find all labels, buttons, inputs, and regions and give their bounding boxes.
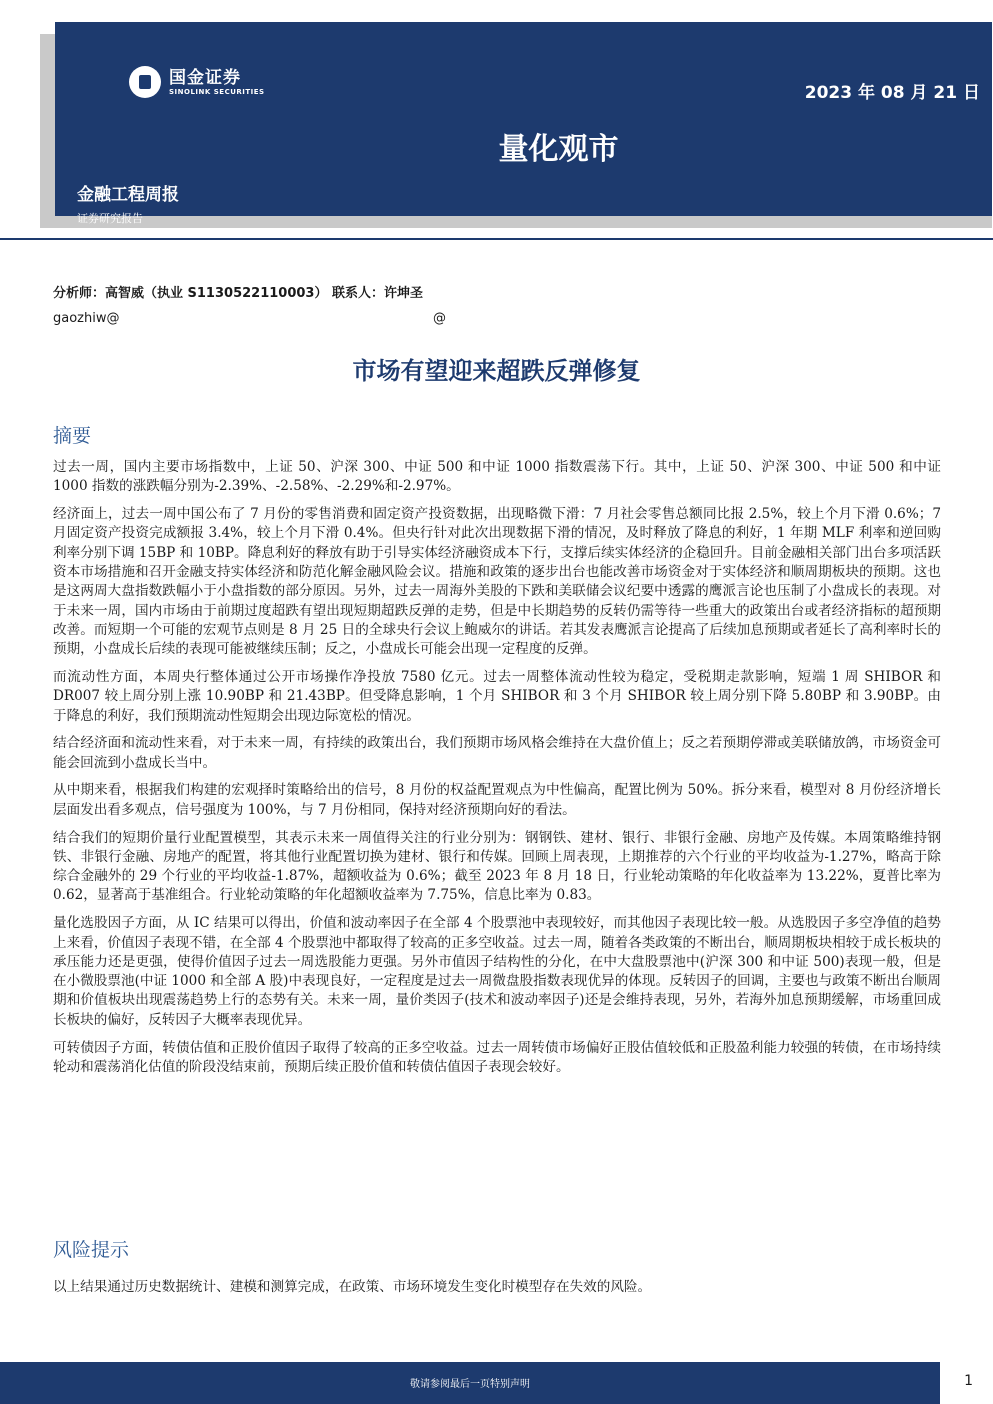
report-type: 证券研究报告 [77,212,143,225]
header-divider [0,238,993,240]
header-band [55,22,992,225]
summary-paragraph: 结合我们的短期价量行业配置模型，其表示未来一周值得关注的行业分别为：钢钢铁、建材、银行、非银行金融、房地产及传媒。本周策略维持钢铁、非银行金融、房地产的配置，将其他行业配置切换为建材、银行和传媒。回顾上周表现，上期推荐的六个行业的平均收益为-1.27%，略高于除综合金融外的 29 个行业的平均收益-1.87%，超额收益为 0.6%；截至 2023 年 8 月 18 日，行业轮动策略的年化收益率为 13.22%，夏普比率为 0.62，显著高于基准组合。行业轮动策略的年化超额收益率为 7.75%，信息比率为 0.83。 [53,829,941,904]
summary-section-title: 摘要 [53,425,92,447]
risk-paragraph: 以上结果通过历史数据统计、建模和测算完成，在政策、市场环境发生变化时模型存在失效的风险。 [53,1279,652,1295]
risk-section-title: 风险提示 [53,1239,130,1261]
report-title: 量化观市 [498,132,619,167]
logo-icon [129,66,161,98]
summary-paragraph: 结合经济面和流动性来看，对于未来一周，有持续的政策出台，我们预期市场风格会维持在大盘价值上；反之若预期停滞或美联储放鸽，市场资金可能会回流到小盘成长当中。 [53,735,941,771]
company-logo [129,66,265,98]
report-series: 金融工程周报 [77,185,179,205]
report-date: 2023 年 08 月 21 日 [804,83,980,103]
summary-body [53,458,941,1086]
page-number: 1 [964,1373,973,1389]
summary-paragraph: 而流动性方面，本周央行整体通过公开市场操作净投放 7580 亿元。过去一周整体流动性较为稳定，受税期走款影响，短端 1 周 SHIBOR 和 DR007 较上周分别上涨 10.90BP 和 21.43BP。但受降息影响，1 个月 SHIBOR 和 3 个月 SHIBOR 较上周分别下降 5.80BP 和 3.90BP。由于降息的利好，我们预期流动性短期会出现边际宽松的情况。 [53,668,941,724]
summary-paragraph: 量化选股因子方面，从 IC 结果可以得出，价值和波动率因子在全部 4 个股票池中表现较好，而其他因子表现比较一般。从选股因子多空净值的趋势上来看，价值因子表现不错，在全部 4 个股票池中都取得了较高的正多空收益。过去一周，随着各类政策的不断出台，顺周期板块相较于成长板块的承压能力还是更强，使得价值因子过去一周选股能力更强。另外市值因子结构性的分化，在中大盘股票池中(沪深 300 和中证 500)表现一般，但是在小微股票池(中证 1000 和全部 A 股)中表现良好，一定程度是过去一周微盘股指数表现优异的体现。反转因子的回调，主要也与政策不断出台顺周期和价值板块出现震荡趋势上行的态势有关。未来一周，量价类因子(技术和波动率因子)还是会维持表现，另外，若海外加息预期缓解，市场重回成长板块的偏好，反转因子大概率表现优异。 [53,915,941,1028]
report-headline: 市场有望迎来超跌反弹修复 [352,357,641,385]
summary-paragraph: 经济面上，过去一周中国公布了 7 月份的零售消费和固定资产投资数据，出现略微下滑：7 月社会零售总额同比报 2.5%，较上个月下滑 0.6%；7 月固定资产投资完成额报 3.4%，较上个月下滑 0.4%。但央行针对此次出现数据下滑的情况，及时释放了降息的利好，1 年期 MLF 利率和逆回购利率分别下调 15BP 和 10BP。降息利好的释放有助于引导实体经济融资成本下行，支撑后续实体经济的企稳回升。目前金融相关部门出台多项活跃资本市场措施和召开金融支持实体经济和防范化解金融风险会议。措施和政策的逐步出台也能改善市场资金对于实体经济和顺周期板块的预期。这也是这两周大盘指数跌幅小于小盘指数的部分原因。另外，过去一周海外美股的下跌和美联储会议纪要中透露的鹰派言论也压制了小盘成长的表现。对于未来一周，国内市场由于前期过度超跌有望出现短期超跌反弹的走势，但是中长期趋势的反转仍需等待一些重大的政策出台或者经济指标的超预期改善。而短期一个可能的宏观节点则是 8 月 25 日的全球央行会议上鲍威尔的讲话。若其发表鹰派言论提高了后续加息预期或者延长了高利率时长的预期，小盘成长后续的表现可能被继续压制；反之，小盘成长可能会出现一定程度的反弹。 [53,506,941,658]
footer-band [0,1362,940,1404]
summary-paragraph: 过去一周，国内主要市场指数中，上证 50、沪深 300、中证 500 和中证 1000 指数震荡下行。其中，上证 50、沪深 300、中证 500 和中证 1000 指数的涨跌幅分别为-2.39%、-2.58%、-2.29%和-2.97%。 [53,459,941,495]
contact-email[interactable]: @ [433,311,446,326]
summary-paragraph: 从中期来看，根据我们构建的宏观择时策略给出的信号，8 月份的权益配置观点为中性偏高，配置比例为 50%。拆分来看，模型对 8 月份经济增长层面发出看多观点，信号强度为 100%，与 7 月份相同，保持对经济预期向好的看法。 [53,782,941,818]
analyst-info: 分析师：高智威（执业 S1130522110003） 联系人：许坤圣 [53,286,424,301]
logo-name-en: SINOLINK SECURITIES [169,87,265,96]
analyst-email[interactable]: gaozhiw@ [53,311,120,326]
contact-emails [53,311,473,326]
disclaimer-note: 敬请参阅最后一页特别声明 [410,1379,530,1390]
summary-paragraph: 可转债因子方面，转债估值和正股价值因子取得了较高的正多空收益。过去一周转债市场偏好正股估值较低和正股盈利能力较强的转债，在市场持续轮动和震荡消化估值的阶段没结束前，预期后续正股价值和转债估值因子表现会较好。 [53,1039,941,1075]
logo-name-cn: 国金证券 [169,67,241,88]
